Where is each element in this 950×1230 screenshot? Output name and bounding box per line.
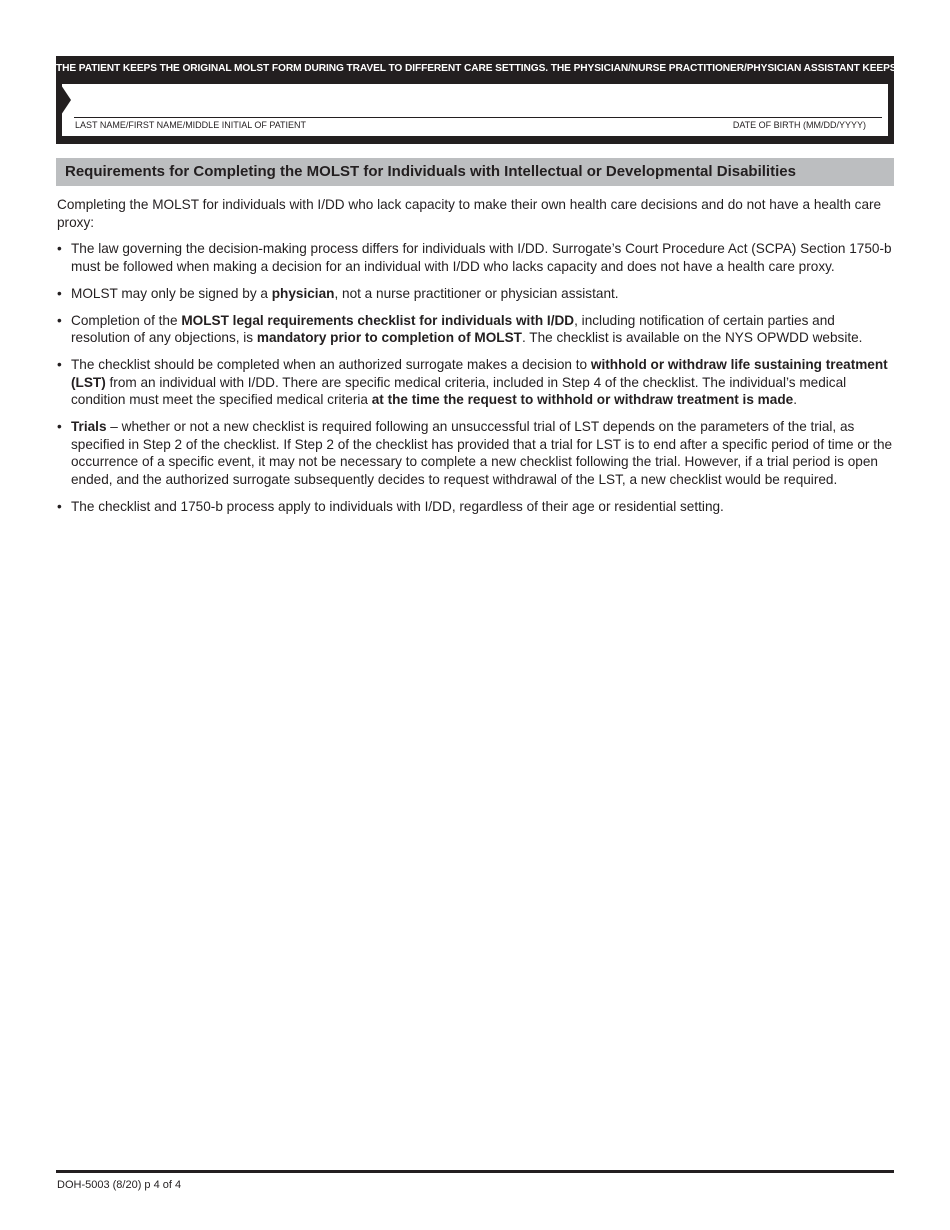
patient-header-box — [56, 56, 939, 144]
bullet-text: The checklist should be completed when an authorized surrogate makes a decision to — [71, 357, 591, 372]
emphasized-text: withhold or withdraw life sustaining treatment (LST) — [71, 357, 888, 390]
patient-identification-area — [62, 84, 888, 136]
bullet-icon: • — [57, 312, 62, 328]
date-of-birth-label: DATE OF BIRTH (MM/DD/YYYY) — [732, 120, 866, 130]
bullet-icon: • — [57, 498, 62, 514]
list-item — [57, 418, 895, 488]
form-custody-notice: THE PATIENT KEEPS THE ORIGINAL MOLST FORM DURING TRAVEL TO DIFFERENT CARE SETTINGS. THE PHYSICIAN/NURSE PRACTITIONER/PHYSICIAN ASSISTANT KEEPS A COPY. — [56, 63, 939, 74]
list-item — [57, 356, 895, 409]
emphasized-text: MOLST legal requirements checklist for individuals with I/DD — [181, 312, 575, 328]
list-item — [57, 498, 895, 516]
emphasized-text: physician — [271, 285, 335, 301]
patient-name-label: LAST NAME/FIRST NAME/MIDDLE INITIAL OF PATIENT — [75, 120, 307, 130]
bullet-icon: • — [57, 285, 62, 301]
bullet-text: from an individual with I/DD. There are specific medical criteria, included in Step 4 of the checklist. The individual’s medical condition must meet the specified medical criteria — [71, 374, 847, 407]
requirements-content — [57, 196, 895, 525]
list-item — [57, 312, 895, 347]
requirements-list — [57, 240, 895, 515]
list-item — [57, 240, 895, 275]
intro-paragraph: Completing the MOLST for individuals with I/DD who lack capacity to make their own health care decisions and do not have a health care proxy: — [57, 197, 882, 230]
bullet-icon: • — [57, 419, 62, 434]
bullet-icon: • — [57, 357, 62, 372]
bullet-text: . — [793, 392, 797, 407]
form-id-page-number: DOH-5003 (8/20) p 4 of 4 — [57, 1179, 182, 1191]
bullet-text: Completion of the — [71, 312, 182, 328]
bullet-icon: • — [57, 241, 62, 256]
emphasized-text: mandatory prior to completion of MOLST — [256, 330, 522, 345]
footer-divider — [56, 1170, 894, 1173]
bullet-text: , including notification of certain parties and resolution of any objections, is — [71, 312, 835, 345]
arrow-marker-icon — [61, 85, 71, 115]
bullet-text: , not a nurse practitioner or physician assistant. — [334, 285, 619, 301]
patient-name-line — [74, 117, 882, 118]
emphasized-text: Trials — [71, 419, 107, 434]
bullet-text: The law governing the decision-making process differs for individuals with I/DD. Surrogate’s Court Procedure Act (SCPA) Section 1750-b must be followed when making a decision for an individual with I/DD who lacks capacity and does not have a health care proxy. — [71, 241, 892, 274]
list-item — [57, 285, 895, 303]
bullet-text: MOLST may only be signed by a — [71, 285, 272, 301]
emphasized-text: at the time the request to withhold or withdraw treatment is made — [371, 392, 794, 407]
section-title: Requirements for Completing the MOLST for Individuals with Intellectual or Developmental Disabilities — [56, 158, 894, 186]
bullet-text: – whether or not a new checklist is required following an unsuccessful trial of LST depends on the parameters of the trial, as specified in Step 2 of the checklist. If Step 2 of the checklist has provided that a trial for LST is to end after a specific period of time or the occurrence of a specific event, it may not be necessary to complete a new checklist following the trial. However, if a trial period is open ended, and the authorized surrogate subsequently decides to request withdrawal of the LST, a new checklist would be required. — [71, 419, 893, 487]
bullet-text: The checklist and 1750-b process apply to individuals with I/DD, regardless of their age or residential setting. — [71, 498, 724, 514]
bullet-text: . The checklist is available on the NYS OPWDD website. — [521, 330, 863, 345]
